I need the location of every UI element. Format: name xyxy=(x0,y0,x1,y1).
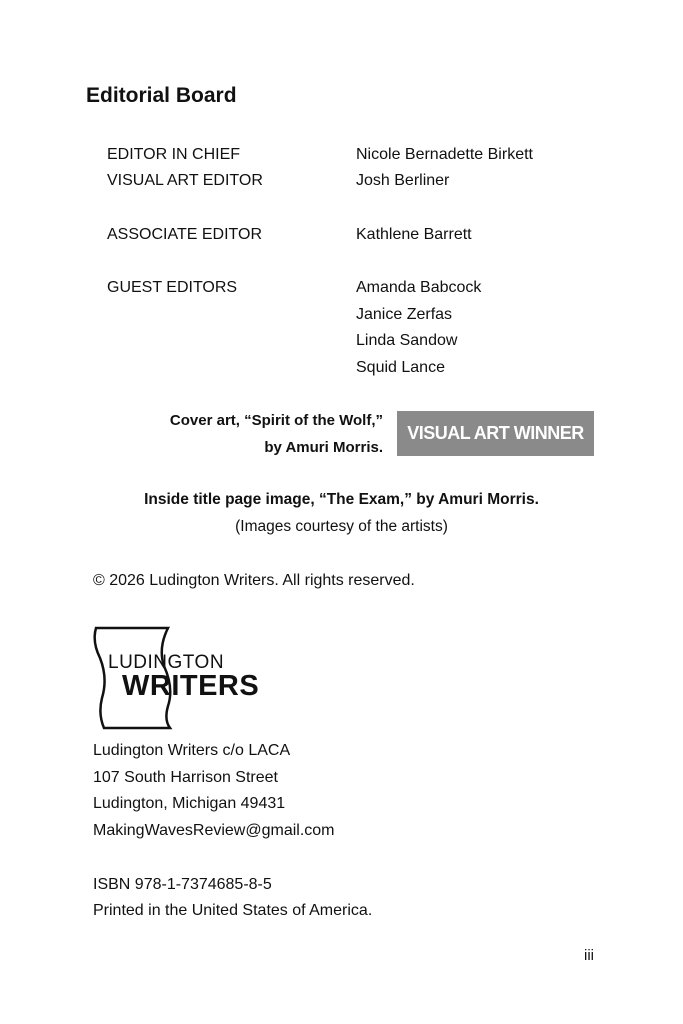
name-associate-editor: Kathlene Barrett xyxy=(356,226,472,243)
role-guest-editors: GUEST EDITORS xyxy=(107,279,238,296)
logo-text-line-2: WRITERS xyxy=(122,670,260,702)
name-visual-art-editor: Josh Berliner xyxy=(356,172,450,189)
page-number: iii xyxy=(584,947,594,964)
name-guest-editor-1: Amanda Babcock xyxy=(356,279,482,296)
cover-art-credit-line-1: Cover art, “Spirit of the Wolf,” xyxy=(169,412,383,429)
contact-email: MakingWavesReview@gmail.com xyxy=(93,822,335,839)
address-line-1: Ludington Writers c/o LACA xyxy=(93,742,291,759)
role-associate-editor: ASSOCIATE EDITOR xyxy=(107,226,262,243)
inside-title-credit: Inside title page image, “The Exam,” by Amuri Morris. xyxy=(144,491,539,508)
name-guest-editor-3: Linda Sandow xyxy=(356,332,458,349)
copyright-notice: © 2026 Ludington Writers. All rights reserved. xyxy=(93,572,415,589)
name-guest-editor-4: Squid Lance xyxy=(356,359,445,376)
role-editor-in-chief: EDITOR IN CHIEF xyxy=(107,146,241,163)
page-heading: Editorial Board xyxy=(86,84,237,107)
cover-art-credit-line-2: by Amuri Morris. xyxy=(264,439,383,456)
name-editor-in-chief: Nicole Bernadette Birkett xyxy=(356,146,533,163)
name-guest-editor-2: Janice Zerfas xyxy=(356,306,453,323)
role-visual-art-editor: VISUAL ART EDITOR xyxy=(107,172,263,189)
address-line-2: 107 South Harrison Street xyxy=(93,769,278,786)
logo-text-line-1: LUDINGTON xyxy=(108,652,225,673)
images-courtesy-note: (Images courtesy of the artists) xyxy=(235,518,448,535)
visual-art-winner-badge: VISUAL ART WINNER xyxy=(397,411,594,456)
ludington-writers-logo xyxy=(90,626,290,730)
isbn: ISBN 978-1-7374685-8-5 xyxy=(93,876,272,893)
address-line-3: Ludington, Michigan 49431 xyxy=(93,795,286,812)
printed-in-notice: Printed in the United States of America. xyxy=(93,902,373,919)
